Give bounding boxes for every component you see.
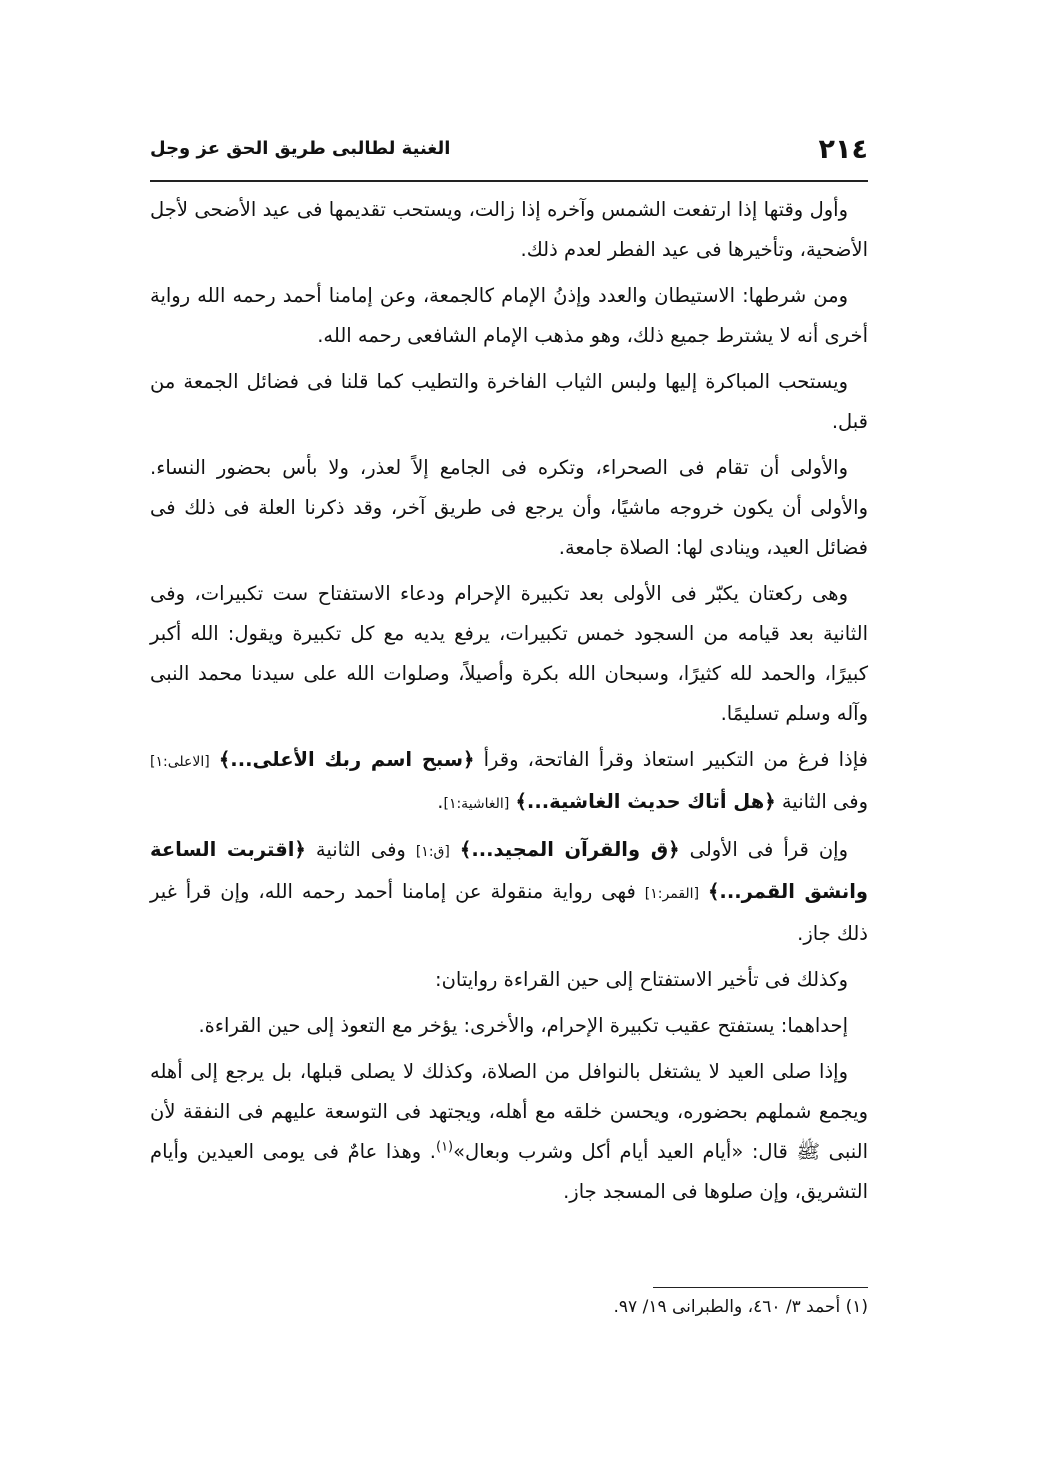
footnote: (١) أحمد ٣/ ٤٦٠، والطبرانى ١٩/ ٩٧. [613, 1297, 868, 1317]
verse-reference-al-ala: [الاعلى:١] [150, 754, 210, 770]
main-text [150, 190, 868, 1218]
paragraph-7-text-2: وفى الثانية [305, 838, 416, 861]
header-divider [150, 180, 868, 182]
paragraph-6-text-3: . [437, 790, 444, 813]
paragraph-1: وأول وقتها إذا ارتفعت الشمس وآخره إذا زالت، ويستحب تقديمها فى عيد الأضحى لأجل الأضحية، وتأخيرها فى عيد الفطر لعدم ذلك. [150, 198, 868, 261]
paragraph-9: إحداهما: يستفتح عقيب تكبيرة الإحرام، والأخرى: يؤخر مع التعوذ إلى حين القراءة. [198, 1014, 848, 1037]
paragraph-8: وكذلك فى تأخير الاستفتاح إلى حين القراءة روايتان: [435, 968, 848, 991]
quran-verse-al-qamar: ﴿اقتربت الساعة وانشق القمر...﴾ [150, 838, 868, 903]
verse-reference-al-ghashiya: [الغاشية:١] [443, 796, 510, 812]
running-title: الغنية لطالبى طريق الحق عز وجل [150, 138, 451, 159]
paragraph-10-text-2: . وهذا عامٌ فى يومى العيدين وأيام التشريق، وإن صلوها فى المسجد جاز. [150, 1140, 868, 1203]
paragraph-10-text-1: وإذا صلى العيد لا يشتغل بالنوافل من الصلاة، وكذلك لا يصلى قبلها، بل يرجع إلى أهله ويجمع شملهم بحضوره، ويحسن خلقه مع أهله، ويجتهد فى التوسعة عليهم فى النفقة لأن النبى ﷺ قال: «أيام العيد أيام أكل وشرب وبعال» [150, 1060, 868, 1163]
footnote-divider [653, 1287, 868, 1288]
page-header [150, 128, 868, 178]
paragraph-6-text-1: فإذا فرغ من التكبير استعاذ وقرأ الفاتحة، وقرأ [474, 748, 868, 771]
paragraph-7 [150, 830, 868, 954]
paragraph-2: ومن شرطها: الاستيطان والعدد وإذنُ الإمام كالجمعة، وعن إمامنا أحمد رحمه الله رواية أخرى أنه لا يشترط جميع ذلك، وهو مذهب الإمام الشافعى رحمه الله. [150, 284, 868, 347]
paragraph-6 [150, 740, 868, 824]
quran-verse-al-ala: ﴿سبح اسم ربك الأعلى...﴾ [218, 748, 475, 771]
footnote-marker: (١) [435, 1139, 454, 1155]
paragraph-10 [150, 1052, 868, 1212]
paragraph-4: والأولى أن تقام فى الصحراء، وتكره فى الجامع إلاً لعذر، ولا بأس بحضور النساء. والأولى أن يكون خروجه ماشيًا، وأن يرجع فى طريق آخر، وقد ذكرنا العلة فى ذلك فى فضائل العيد، وينادى لها: الصلاة جامعة. [150, 456, 868, 559]
paragraph-7-text-3: فهى رواية منقولة عن إمامنا أحمد رحمه الله، وإن قرأ غير ذلك جاز. [150, 880, 868, 945]
verse-reference-qaf: [ق:١] [415, 844, 450, 860]
quran-verse-al-ghashiya: ﴿هل أتاك حديث الغاشية...﴾ [515, 790, 776, 813]
paragraph-5: وهى ركعتان يكبّر فى الأولى بعد تكبيرة الإحرام ودعاء الاستفتاح ست تكبيرات، وفى الثانية بعد قيامه من السجود خمس تكبيرات، يرفع يديه مع كل تكبيرة ويقول: الله أكبر كبيرًا، والحمد لله كثيرًا، وسبحان الله بكرة وأصيلاً، وصلوات الله على سيدنا محمد النبى وآله وسلم تسليمًا. [150, 582, 868, 725]
paragraph-3: ويستحب المباكرة إليها ولبس الثياب الفاخرة والتطيب كما قلنا فى فضائل الجمعة من قبل. [150, 370, 868, 433]
verse-reference-al-qamar: [القمر:١] [644, 886, 700, 902]
page-number: ٢١٤ [818, 134, 868, 165]
paragraph-6-text-2: وفى الثانية [775, 790, 868, 813]
quran-verse-qaf: ﴿ق والقرآن المجيد...﴾ [459, 838, 680, 861]
paragraph-7-text-1: وإن قرأ فى الأولى [679, 838, 848, 861]
